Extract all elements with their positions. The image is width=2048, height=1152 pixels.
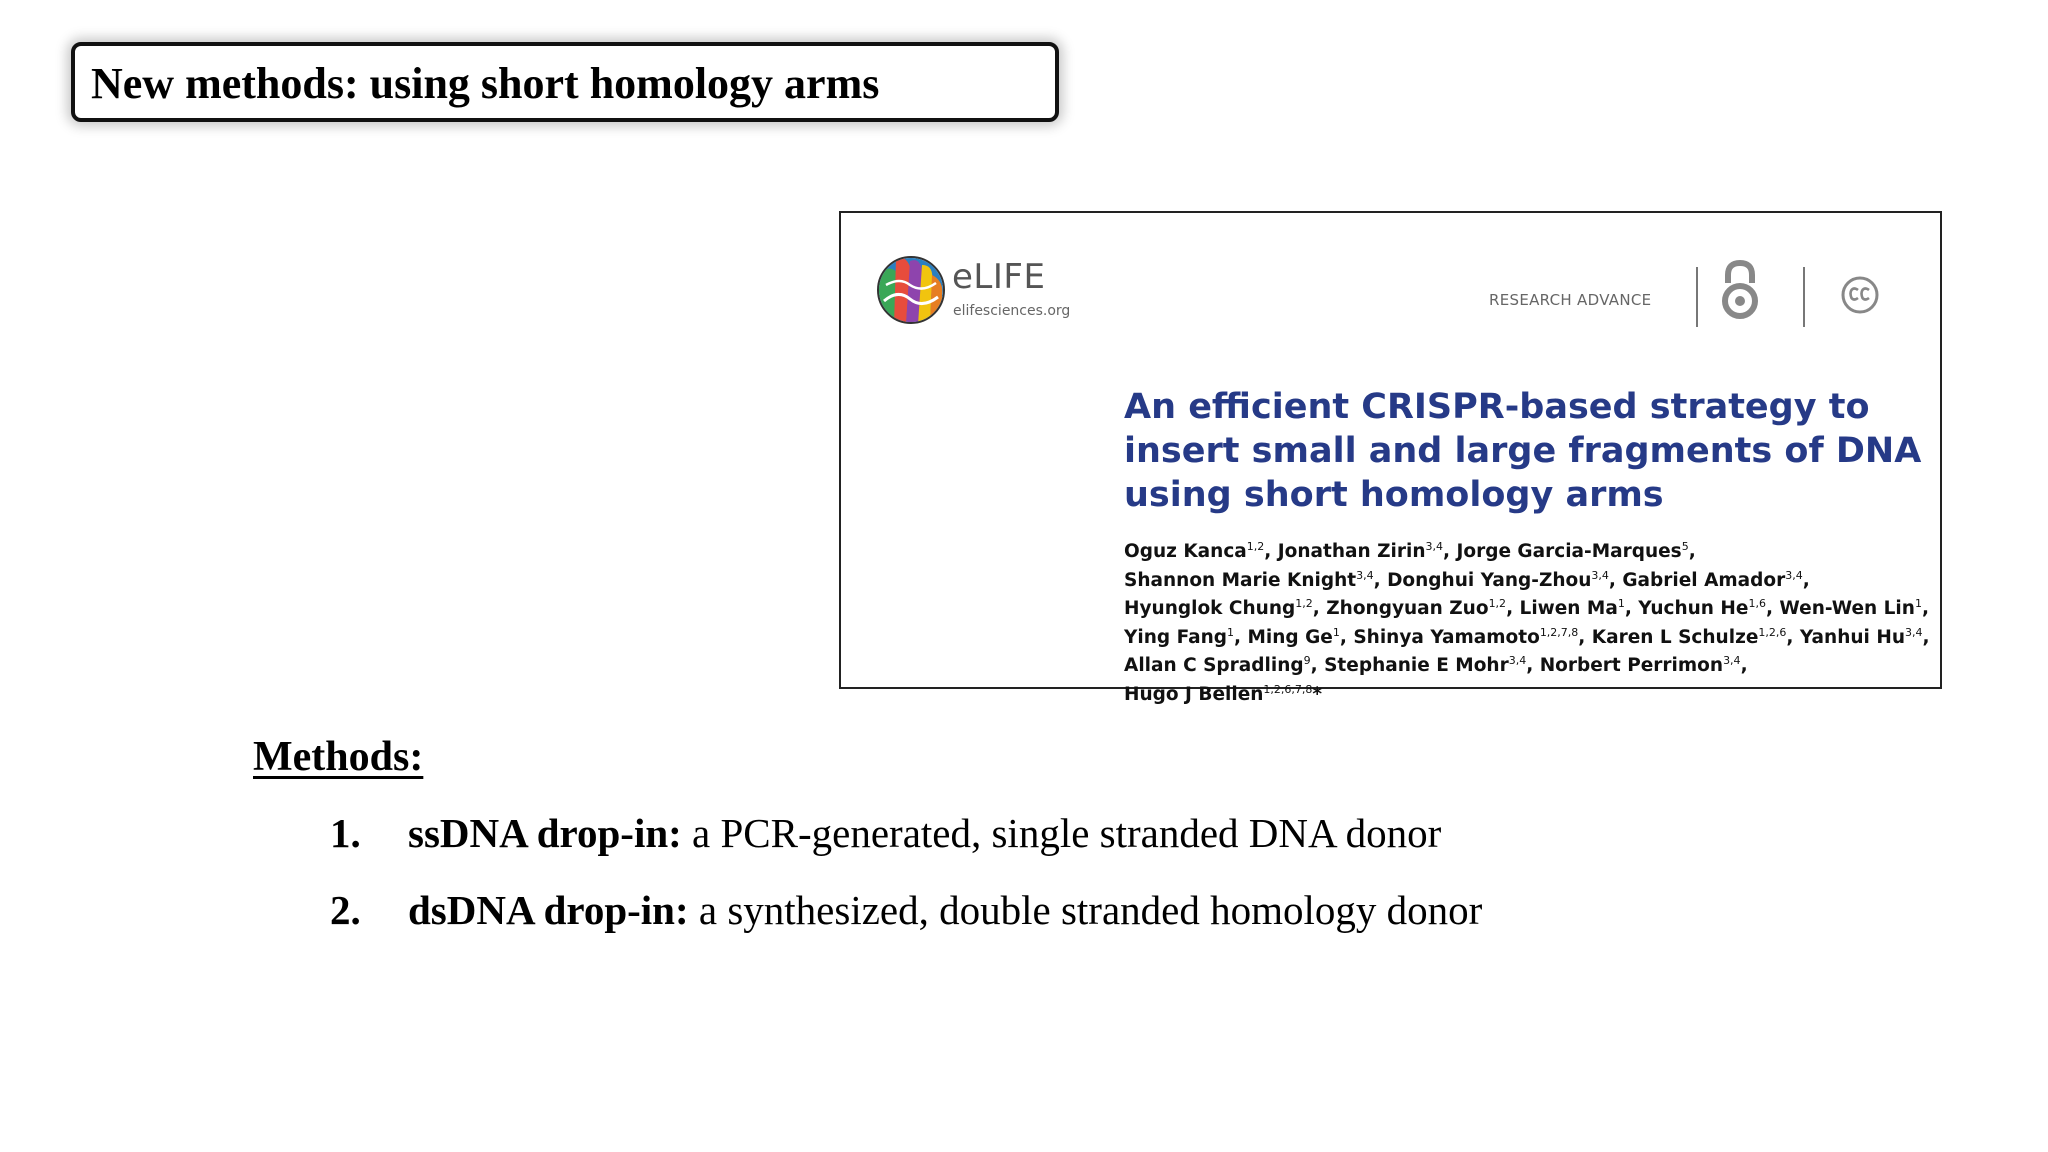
author-line bbox=[1124, 649, 1924, 678]
author-affiliation: 1,2 bbox=[1246, 540, 1265, 553]
author-affiliation: 3,4 bbox=[1905, 625, 1923, 639]
author-separator: , bbox=[1310, 655, 1325, 677]
author-separator: , bbox=[1608, 569, 1623, 591]
author-separator: , bbox=[1578, 626, 1592, 648]
header-divider bbox=[1696, 267, 1698, 327]
author-affiliation: 3,4 bbox=[1723, 654, 1741, 668]
author-name: Shannon Marie Knight bbox=[1124, 569, 1357, 591]
author-name: Hugo J Bellen bbox=[1124, 683, 1264, 705]
author-separator: , bbox=[1234, 626, 1248, 648]
author-affiliation: 1,2,6,7,8 bbox=[1263, 682, 1313, 696]
author-separator: * bbox=[1312, 683, 1323, 705]
author-name: Yanhui Hu bbox=[1799, 626, 1905, 648]
method-number: 2. bbox=[330, 887, 361, 933]
author-affiliation: 1,2 bbox=[1488, 597, 1507, 611]
method-item bbox=[330, 808, 1441, 858]
author-name: Zhongyuan Zuo bbox=[1326, 598, 1489, 620]
author-affiliation: 3,4 bbox=[1591, 568, 1609, 582]
author-name: Oguz Kanca bbox=[1124, 541, 1247, 563]
author-name: Jonathan Zirin bbox=[1277, 541, 1426, 563]
author-affiliation: 3,4 bbox=[1356, 568, 1374, 582]
author-line bbox=[1124, 592, 1929, 621]
author-line bbox=[1124, 564, 1924, 593]
author-separator: , bbox=[1312, 598, 1327, 620]
author-affiliation: 5 bbox=[1681, 540, 1689, 553]
paper-title-line: insert small and large fragments of DNA bbox=[1124, 431, 1922, 471]
author-affiliation: 1 bbox=[1332, 625, 1340, 639]
author-affiliation: 1 bbox=[1617, 597, 1625, 611]
slide-title: New methods: using short homology arms bbox=[91, 59, 880, 108]
author-name: Wen-Wen Lin bbox=[1779, 598, 1915, 620]
author-separator: , bbox=[1443, 541, 1457, 563]
author-separator: , bbox=[1786, 626, 1800, 648]
author-line bbox=[1124, 621, 1930, 650]
author-separator: , bbox=[1740, 655, 1748, 677]
author-name: Jorge Garcia-Marques bbox=[1456, 541, 1682, 563]
author-separator: , bbox=[1339, 626, 1354, 648]
author-affiliation: 1 bbox=[1914, 597, 1922, 611]
author-name: Karen L Schulze bbox=[1591, 626, 1759, 648]
journal-url: elifesciences.org bbox=[953, 303, 1071, 319]
author-separator: , bbox=[1624, 598, 1639, 620]
author-name: Stephanie E Mohr bbox=[1324, 655, 1509, 677]
method-description: a synthesized, double stranded homology donor bbox=[688, 887, 1483, 933]
method-description: a PCR-generated, single stranded DNA donor bbox=[681, 810, 1442, 856]
paper-authors bbox=[1124, 535, 1930, 706]
author-affiliation: 3,4 bbox=[1785, 568, 1803, 582]
creative-commons-icon bbox=[1840, 275, 1880, 315]
author-name: Ming Ge bbox=[1247, 626, 1333, 648]
author-name: Hyunglok Chung bbox=[1124, 598, 1296, 620]
paper-title-line: An efficient CRISPR-based strategy to bbox=[1124, 387, 1870, 427]
author-name: Gabriel Amador bbox=[1622, 569, 1786, 591]
author-separator: , bbox=[1688, 541, 1696, 563]
author-separator: , bbox=[1922, 626, 1930, 648]
author-affiliation: 1,2 bbox=[1295, 597, 1313, 611]
author-name: Ying Fang bbox=[1124, 626, 1228, 648]
paper-title-line: using short homology arms bbox=[1124, 475, 1664, 515]
author-separator: , bbox=[1264, 541, 1278, 563]
open-access-icon bbox=[1719, 259, 1761, 321]
author-line bbox=[1124, 678, 1924, 707]
author-line bbox=[1124, 535, 1924, 564]
author-name: Norbert Perrimon bbox=[1539, 655, 1724, 677]
paper-header-image bbox=[839, 211, 1942, 705]
author-affiliation: 9 bbox=[1303, 654, 1311, 668]
slide-title-box bbox=[71, 42, 1059, 122]
author-separator: , bbox=[1526, 655, 1540, 677]
method-item bbox=[330, 885, 1482, 935]
author-separator: , bbox=[1506, 598, 1520, 620]
author-separator: , bbox=[1373, 569, 1388, 591]
method-term: ssDNA drop-in: bbox=[408, 810, 682, 856]
methods-heading: Methods: bbox=[253, 734, 424, 780]
author-affiliation: 1,2,6 bbox=[1758, 625, 1787, 639]
elife-globe-logo-icon bbox=[876, 255, 946, 325]
article-type-label: RESEARCH ADVANCE bbox=[1489, 291, 1652, 309]
author-name: Shinya Yamamoto bbox=[1353, 626, 1540, 648]
method-number: 1. bbox=[330, 810, 361, 856]
method-term: dsDNA drop-in: bbox=[408, 887, 689, 933]
author-affiliation: 1,6 bbox=[1748, 597, 1766, 611]
author-affiliation: 1 bbox=[1227, 625, 1235, 639]
paper-title bbox=[1124, 385, 1924, 517]
journal-name: eLIFE bbox=[952, 257, 1046, 297]
author-affiliation: 3,4 bbox=[1425, 540, 1444, 553]
journal-logo bbox=[876, 255, 1096, 335]
author-name: Yuchun He bbox=[1638, 598, 1749, 620]
author-name: Allan C Spradling bbox=[1124, 655, 1304, 677]
author-affiliation: 1,2,7,8 bbox=[1539, 625, 1579, 639]
author-affiliation: 3,4 bbox=[1508, 654, 1527, 668]
author-separator: , bbox=[1802, 569, 1810, 591]
author-separator: , bbox=[1765, 598, 1780, 620]
author-name: Liwen Ma bbox=[1519, 598, 1618, 620]
header-divider bbox=[1803, 267, 1805, 327]
author-separator: , bbox=[1921, 598, 1929, 620]
author-name: Donghui Yang-Zhou bbox=[1387, 569, 1592, 591]
